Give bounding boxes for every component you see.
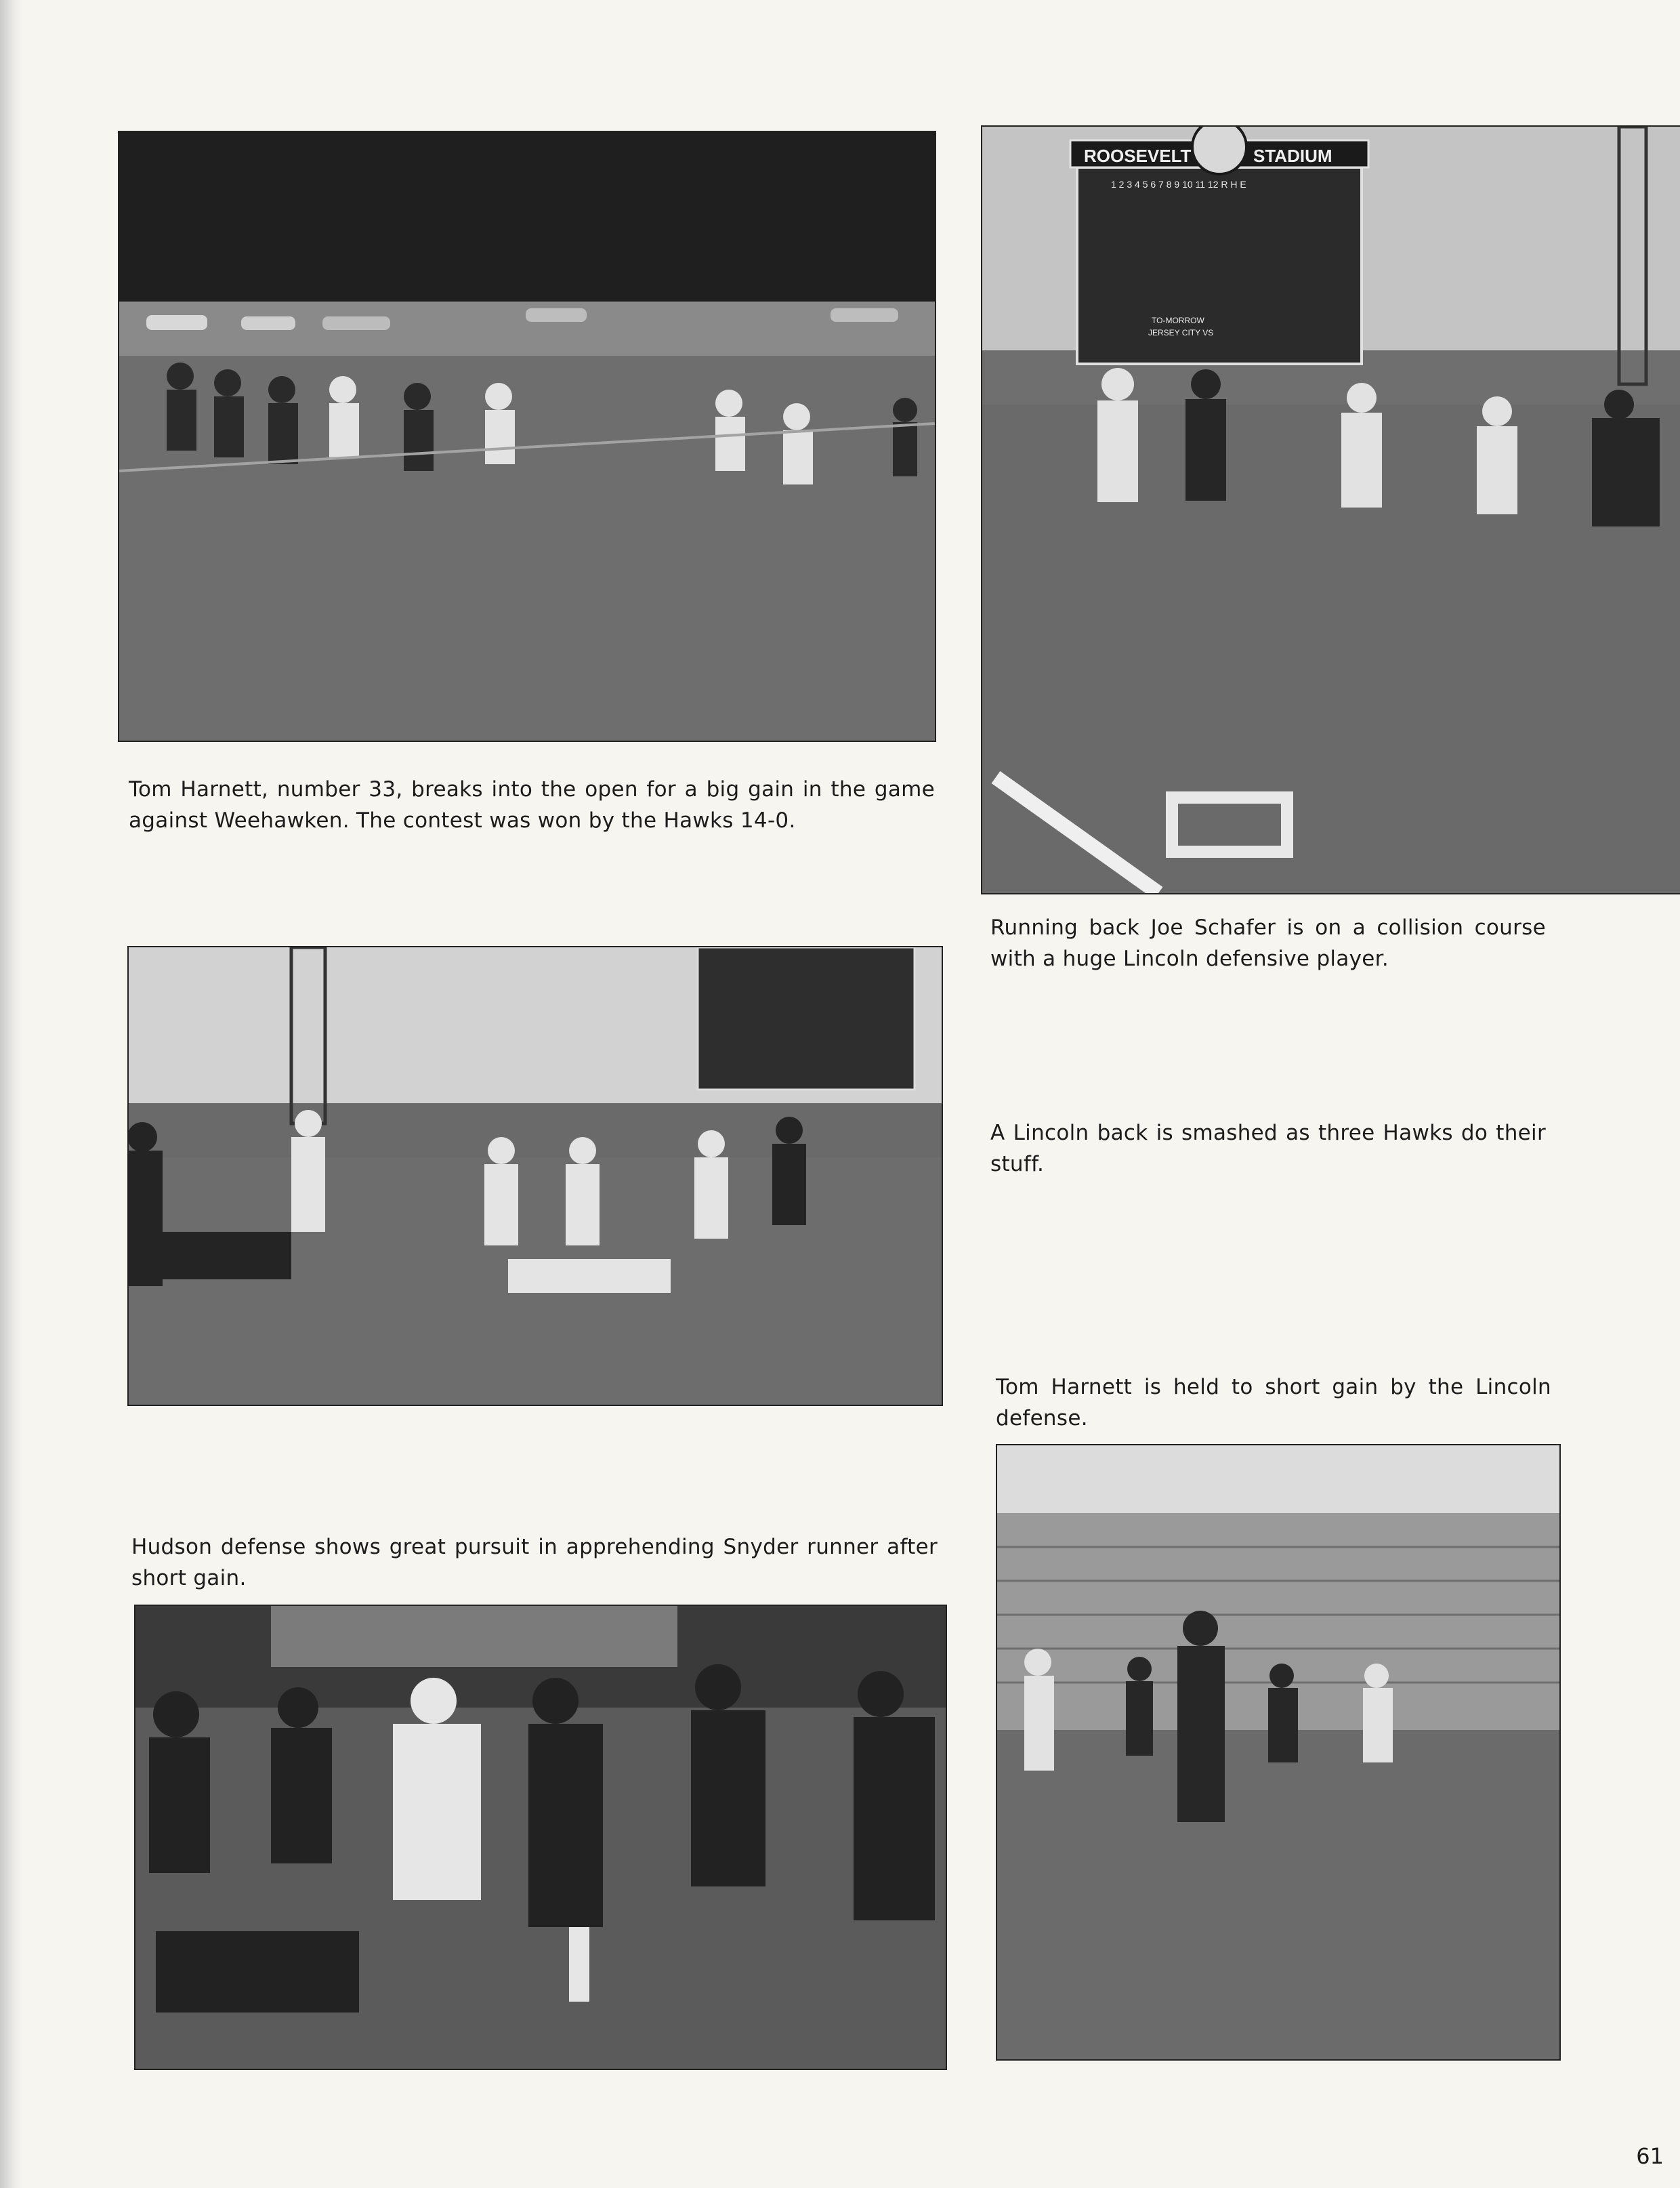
photo-weehawken-game: [118, 131, 936, 742]
scoreboard-tomorrow: TO-MORROW: [1152, 316, 1204, 325]
caption-hudson-defense: Hudson defense shows great pursuit in apprehending Snyder runner after short gain.: [131, 1535, 938, 1590]
scoreboard-versus: JERSEY CITY VS: [1148, 328, 1214, 337]
page-number: 61: [1636, 2143, 1664, 2169]
scoreboard-right-label: STADIUM: [1253, 146, 1332, 166]
photo-harnett-short-gain: [996, 1444, 1561, 2061]
page-binding-shadow: [0, 0, 22, 2188]
caption-schafer: Running back Joe Schafer is on a collision course with a huge Lincoln defensive player.: [990, 915, 1546, 971]
caption-weehawken: Tom Harnett, number 33, breaks into the open for a big gain in the game against Weehawken. The contest was won by the Hawks 14-0.: [129, 777, 935, 833]
photo-scoreboard-collision: [981, 125, 1680, 894]
scoreboard-innings: 1 2 3 4 5 6 7 8 9 10 11 12 R H E: [1111, 179, 1246, 190]
scoreboard-left-label: ROOSEVELT: [1084, 146, 1192, 166]
caption-harnett-short-gain: Tom Harnett is held to short gain by the Lincoln defense.: [996, 1375, 1551, 1430]
photo-hudson-defense-pursuit: [134, 1605, 947, 2070]
photo-lincoln-back-smashed: [127, 946, 943, 1406]
caption-lincoln-back: A Lincoln back is smashed as three Hawks do their stuff.: [990, 1121, 1546, 1176]
